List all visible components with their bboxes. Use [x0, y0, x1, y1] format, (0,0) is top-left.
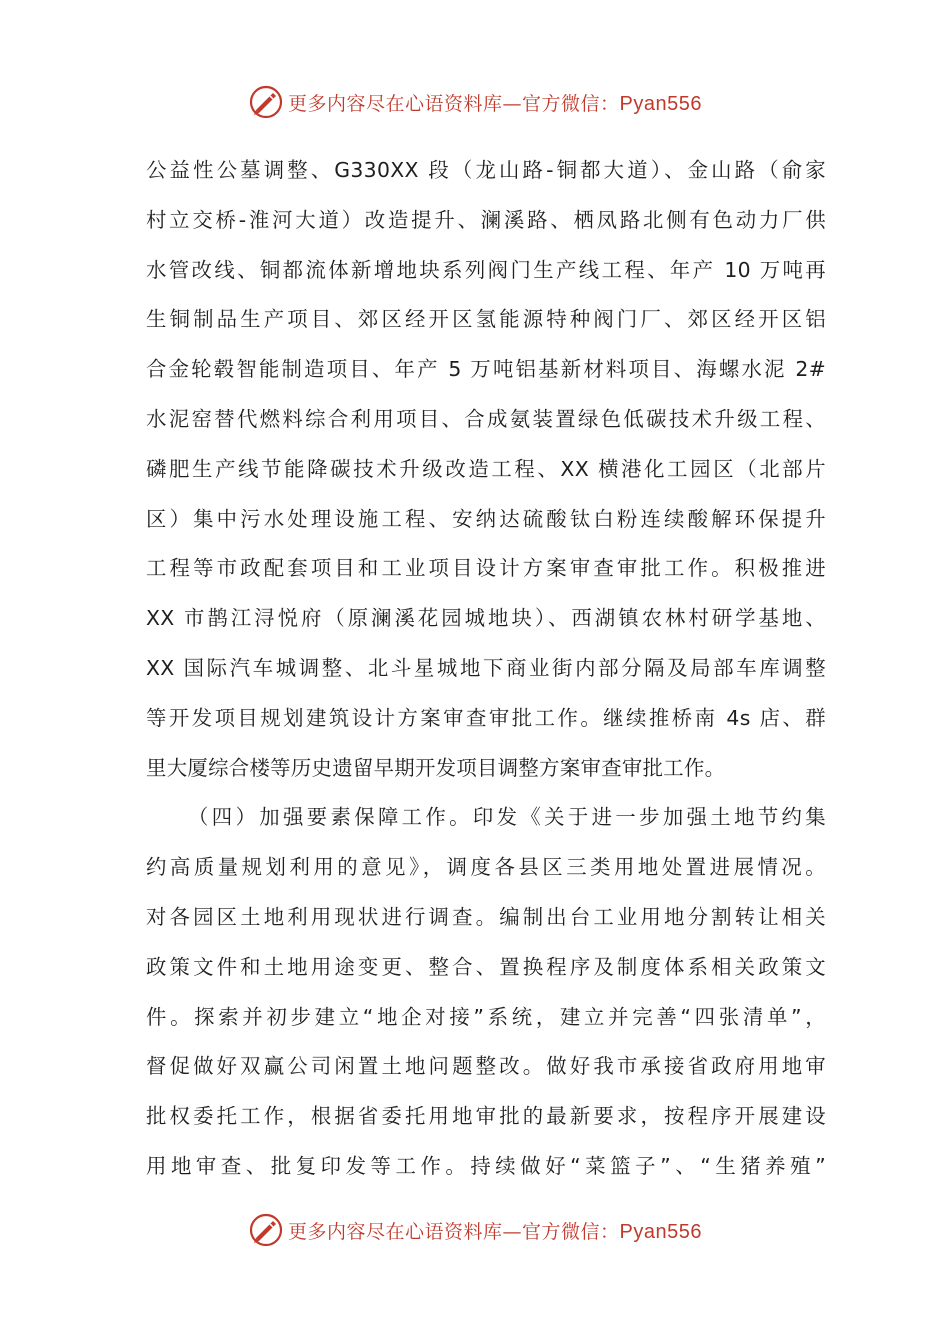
body-line: 水管改线、铜都流体新增地块系列阀门生产线工程、年产 10 万吨再 [146, 257, 826, 282]
body-line: 用地审查、批复印发等工作。持续做好“菜篮子”、“生猪养殖” [146, 1153, 826, 1178]
body-line: 村立交桥-淮河大道）改造提升、澜溪路、栖凤路北侧有色动力厂供 [146, 207, 826, 232]
body-line: 对各园区土地利用现状进行调查。编制出台工业用地分割转让相关 [146, 904, 826, 929]
pen-seal-logo-icon [248, 1212, 284, 1248]
body-line: 批权委托工作，根据省委托用地审批的最新要求，按程序开展建设 [146, 1104, 826, 1129]
body-line: 约高质量规划利用的意见》，调度各县区三类用地处置进展情况。 [146, 855, 826, 880]
body-line: 件。探索并初步建立“地企对接”系统，建立并完善“四张清单”， [146, 1004, 826, 1029]
body-line: 磷肥生产线节能降碳技术升级改造工程、XX 横港化工园区（北部片 [146, 456, 826, 481]
header-banner-text: 更多内容尽在心语资料库—官方微信：Pyan556 [288, 92, 702, 115]
body-line: 政策文件和土地用途变更、整合、置换程序及制度体系相关政策文 [146, 954, 826, 979]
body-line: 生铜制品生产项目、郊区经开区氢能源特种阀门厂、郊区经开区铝 [146, 307, 826, 332]
body-line: 合金轮毂智能制造项目、年产 5 万吨铝基新材料项目、海螺水泥 2# [146, 357, 826, 382]
body-line: 里大厦综合楼等历史遗留早期开发项目调整方案审查审批工作。 [146, 755, 726, 780]
footer-banner-brand: Pyan556 [619, 1220, 702, 1243]
body-line: 公益性公墓调整、G330XX 段（龙山路-铜都大道）、金山路（俞家 [146, 158, 826, 182]
body-line: 工程等市政配套项目和工业项目设计方案审查审批工作。积极推进 [146, 556, 826, 581]
pen-seal-logo-icon [248, 84, 284, 120]
footer-banner [0, 1208, 950, 1252]
header-banner [0, 80, 950, 124]
body-line: 等开发项目规划建筑设计方案审查审批工作。继续推桥南 4s 店、群 [146, 705, 826, 730]
body-line: XX 国际汽车城调整、北斗星城地下商业街内部分隔及局部车库调整 [146, 655, 826, 680]
body-line: XX 市鹊江浔悦府（原澜溪花园城地块）、西湖镇农林村研学基地、 [146, 606, 826, 631]
header-banner-brand: Pyan556 [619, 92, 702, 115]
body-line: 水泥窑替代燃料综合利用项目、合成氨装置绿色低碳技术升级工程、 [146, 406, 826, 431]
section-heading-line: （四）加强要素保障工作。印发《关于进一步加强土地节约集 [188, 805, 826, 830]
body-line: 督促做好双赢公司闲置土地问题整改。做好我市承接省政府用地审 [146, 1054, 826, 1079]
body-line: 区）集中污水处理设施工程、安纳达硫酸钛白粉连续酸解环保提升 [146, 506, 826, 531]
document-body [146, 146, 826, 1192]
footer-banner-text: 更多内容尽在心语资料库—官方微信：Pyan556 [288, 1220, 702, 1243]
